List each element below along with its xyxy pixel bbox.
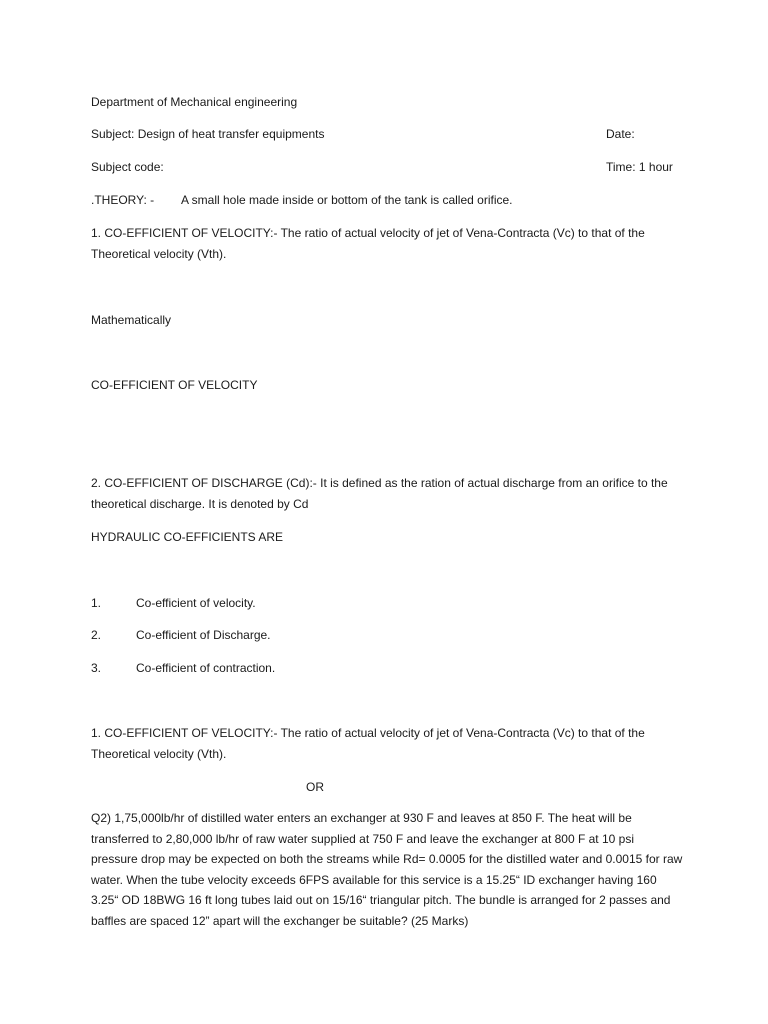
coefficient-velocity-definition-repeat: 1. CO-EFFICIENT OF VELOCITY:- The ratio of actual velocity of jet of Vena-Contracta (Vc) to that of the Theoretical velocity (Vth). <box>91 726 645 761</box>
theory-text: A small hole made inside or bottom of the tank is called orifice. <box>181 193 513 207</box>
question-2-text: Q2) 1,75,000lb/hr of distilled water enters an exchanger at 930 F and leaves at 850 F. The heat will be transferred to 2,80,000 lb/hr of raw water supplied at 750 F and leave the exchanger at 800 F at 10 psi pressure drop may be expected on both the streams while Rd= 0.0005 for the distilled water and 0.0015 for raw water. When the tube velocity exceeds 6FPS available for this service is a 15.25“ ID exchanger having 160 3.25“ OD 18BWG 16 ft long tubes laid out on 15/16“ triangular pitch. The bundle is arranged for 2 passes and baffles are spaced 12” apart will the exchanger be suitable? (25 Marks) <box>91 811 683 928</box>
list-item-number: 3. <box>91 661 102 675</box>
list-item-text: Co-efficient of velocity. <box>136 596 256 610</box>
list-item-text: Co-efficient of Discharge. <box>136 628 271 642</box>
hydraulic-coefficients-heading: HYDRAULIC CO-EFFICIENTS ARE <box>91 530 284 544</box>
list-item-text: Co-efficient of contraction. <box>136 661 276 675</box>
time-label: Time: 1 hour <box>606 160 673 174</box>
department-line: Department of Mechanical engineering <box>91 95 298 109</box>
date-label: Date: <box>606 127 635 141</box>
coefficient-discharge-definition: 2. CO-EFFICIENT OF DISCHARGE (Cd):- It is defined as the ration of actual discharge from an orifice to the theoretical discharge. It is denoted by Cd <box>91 476 668 511</box>
list-item-number: 2. <box>91 628 102 642</box>
mathematically-label: Mathematically <box>91 313 172 327</box>
list-item-number: 1. <box>91 596 102 610</box>
subject-line: Subject: Design of heat transfer equipments <box>91 127 325 141</box>
theory-label: .THEORY: - <box>91 193 155 207</box>
coefficient-velocity-definition: 1. CO-EFFICIENT OF VELOCITY:- The ratio of actual velocity of jet of Vena-Contracta (Vc) to that of the Theoretical velocity (Vth). <box>91 226 645 261</box>
or-separator: OR <box>306 780 324 794</box>
coefficient-velocity-heading: CO-EFFICIENT OF VELOCITY <box>91 378 258 392</box>
subject-code-line: Subject code: <box>91 160 164 174</box>
